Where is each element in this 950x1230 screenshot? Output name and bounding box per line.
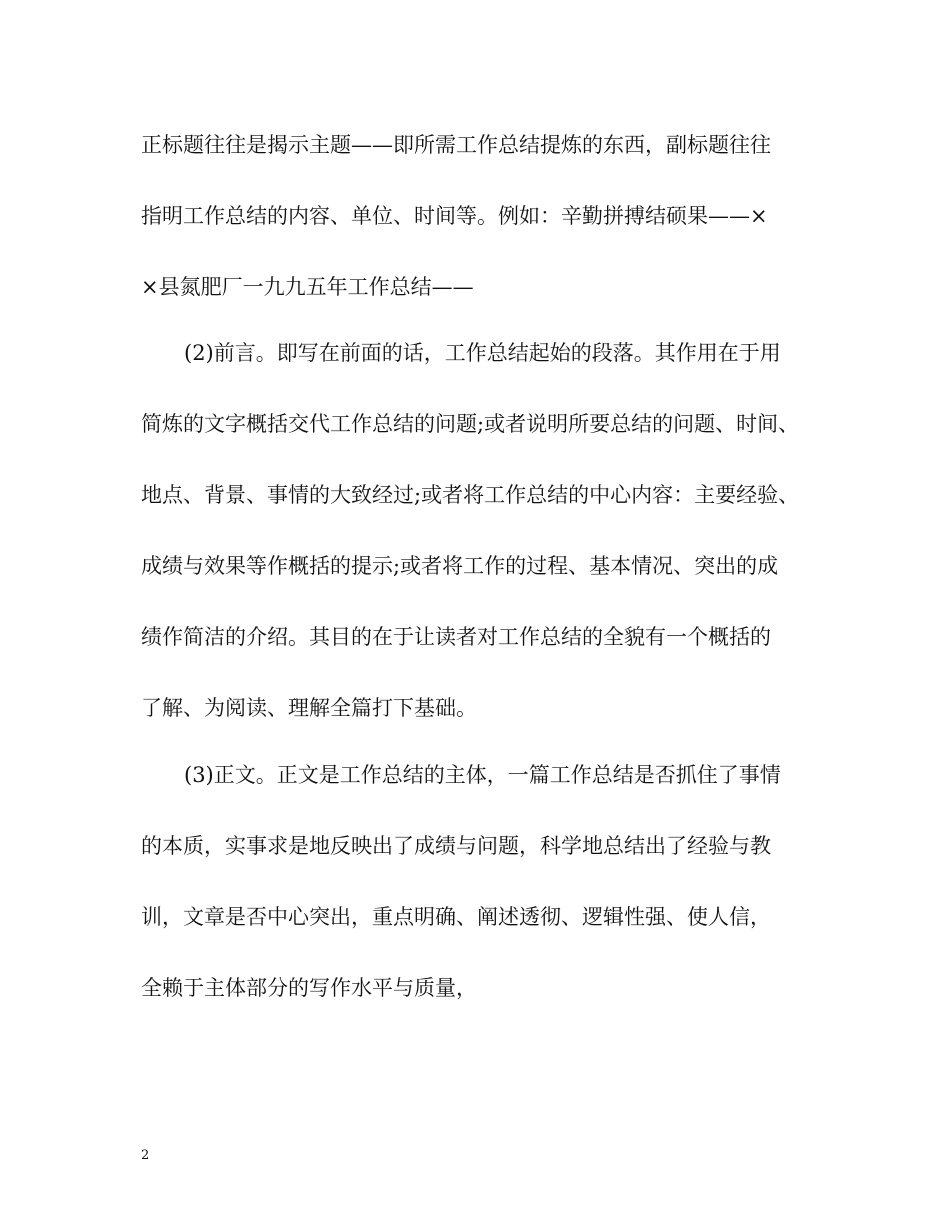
page-number: 2 — [141, 1148, 150, 1163]
text-line: 指明工作总结的内容、单位、时间等。例如：辛勤拼搏结硕果——× — [141, 204, 768, 228]
text-line: 绩作简洁的介绍。其目的在于让读者对工作总结的全貌有一个概括的 — [141, 625, 771, 649]
text-line: 全赖于主体部分的写作水平与质量， — [141, 976, 477, 1000]
text-line: 训，文章是否中心突出，重点明确、阐述透彻、逻辑性强、使人信， — [141, 905, 771, 929]
text-line: (2)前言。即写在前面的话，工作总结起始的段落。其作用在于用 — [184, 341, 781, 365]
text-line: 了解、为阅读、理解全篇打下基础。 — [141, 696, 477, 720]
text-line: 地点、背景、事情的大致经过;或者将工作总结的中心内容：主要经验、 — [141, 483, 800, 507]
text-line: 简炼的文字概括交代工作总结的问题;或者说明所要总结的问题、时间、 — [141, 412, 800, 436]
text-line: ×县氮肥厂一九九五年工作总结—— — [141, 275, 474, 299]
text-line: 正标题往往是揭示主题——即所需工作总结提炼的东西，副标题往往 — [141, 133, 771, 157]
text-line: (3)正文。正文是工作总结的主体，一篇工作总结是否抓住了事情 — [184, 763, 781, 787]
text-line: 的本质，实事求是地反映出了成绩与问题，科学地总结出了经验与教 — [141, 834, 771, 858]
text-line: 成绩与效果等作概括的提示;或者将工作的过程、基本情况、突出的成 — [141, 554, 779, 578]
